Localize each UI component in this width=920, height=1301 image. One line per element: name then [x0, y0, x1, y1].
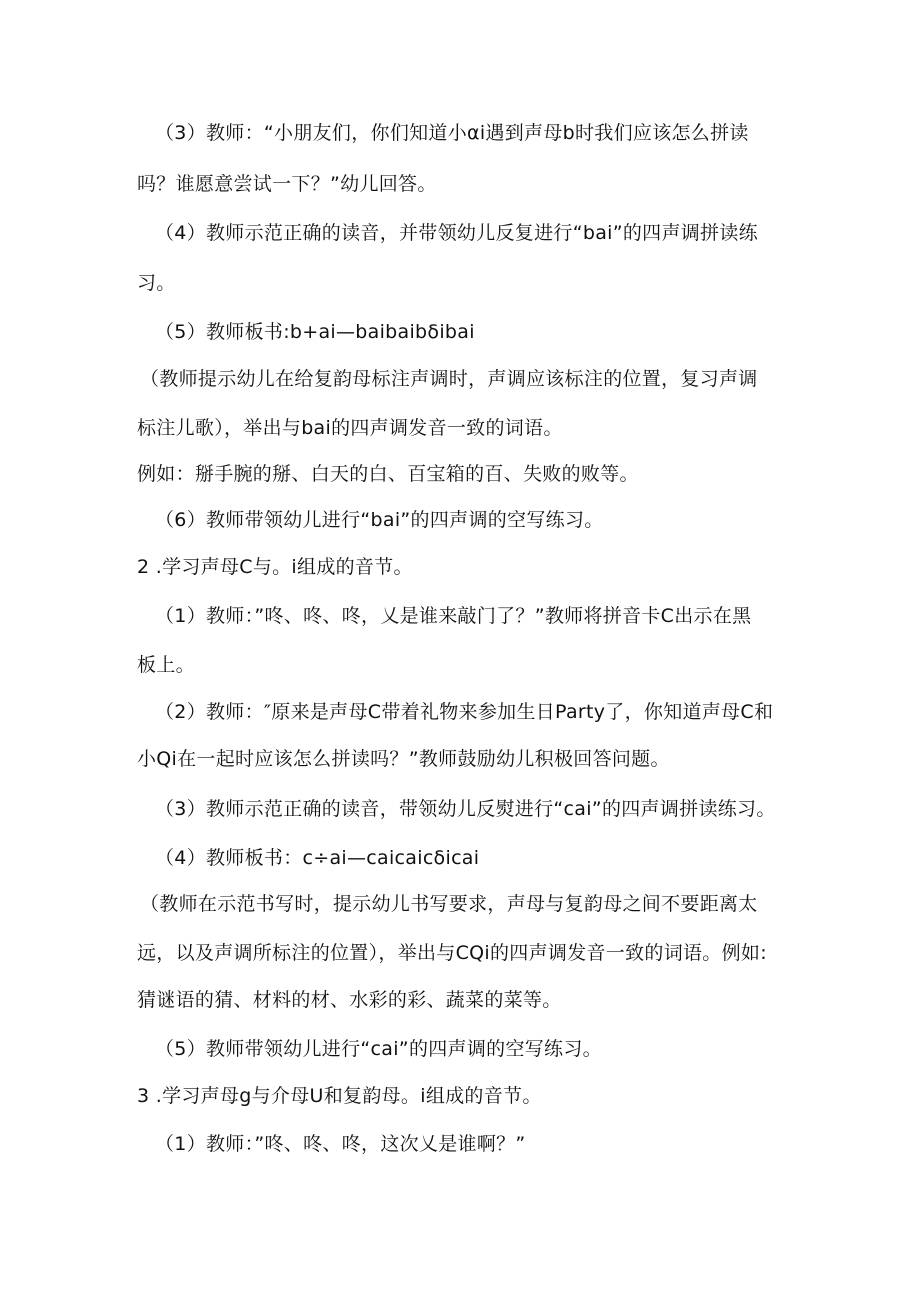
paragraph-line: （教师提示幼儿在给复韵母标注声调时，声调应该标注的位置，复习声调: [140, 368, 758, 390]
paragraph-line: 标注儿歌），举出与bai的四声调发音一致的词语。: [137, 417, 563, 439]
paragraph-line: 远，以及声调所标注的位置），举出与CQi的四声调发音一致的词语。例如:: [137, 942, 767, 964]
paragraph-line: 吗？谁愿意尝试一下？”幼儿回答。: [137, 173, 437, 195]
paragraph-line: 习。: [137, 272, 176, 294]
paragraph-line: 小Qi在一起时应该怎么拼读吗？”教师鼓励幼儿积极回答问题。: [137, 748, 670, 770]
paragraph-line: （3）教师示范正确的读音，带领幼儿反熨进行“cai”的四声调拼读练习。: [155, 798, 776, 820]
paragraph-line: （4）教师示范正确的读音，并带领幼儿反复进行“bai”的四声调拼读练: [155, 222, 758, 244]
paragraph-line: （2）教师：″原来是声母C带着礼物来参加生日Party了，你知道声母C和: [155, 701, 774, 723]
paragraph-line: （4）教师板书：c÷ai—caicaicδicai: [155, 847, 480, 869]
paragraph-line: （1）教师：”咚、咚、咚，这次乂是谁啊？”: [155, 1133, 526, 1155]
paragraph-line: （1）教师：”咚、咚、咚，乂是谁来敲门了？”教师将拼音卡C出示在黑: [155, 605, 752, 627]
paragraph-line: 猜谜语的猜、材料的材、水彩的彩、蔬菜的菜等。: [137, 989, 562, 1011]
paragraph-line: （3）教师：“小朋友们，你们知道小αi遇到声母b时我们应该怎么拼读: [155, 122, 749, 144]
paragraph-line: 3 .学习声母g与介母U和复韵母。i组成的音节。: [137, 1085, 542, 1107]
paragraph-line: 例如：掰手腕的掰、白天的白、百宝箱的百、失败的败等。: [137, 463, 639, 485]
paragraph-line: （5）教师板书:b+ai—baibaibδibai: [155, 321, 475, 343]
paragraph-line: 板上。: [137, 654, 195, 676]
paragraph-line: 2 .学习声母C与。i组成的音节。: [137, 556, 413, 578]
paragraph-line: （5）教师带领幼儿进行“cai”的四声调的空写练习。: [155, 1038, 602, 1060]
paragraph-line: （教师在示范书写时，提示幼儿书写要求，声母与复韵母之间不要距离太: [140, 893, 758, 915]
paragraph-line: （6）教师带领幼儿进行“bai”的四声调的空写练习。: [155, 509, 604, 531]
